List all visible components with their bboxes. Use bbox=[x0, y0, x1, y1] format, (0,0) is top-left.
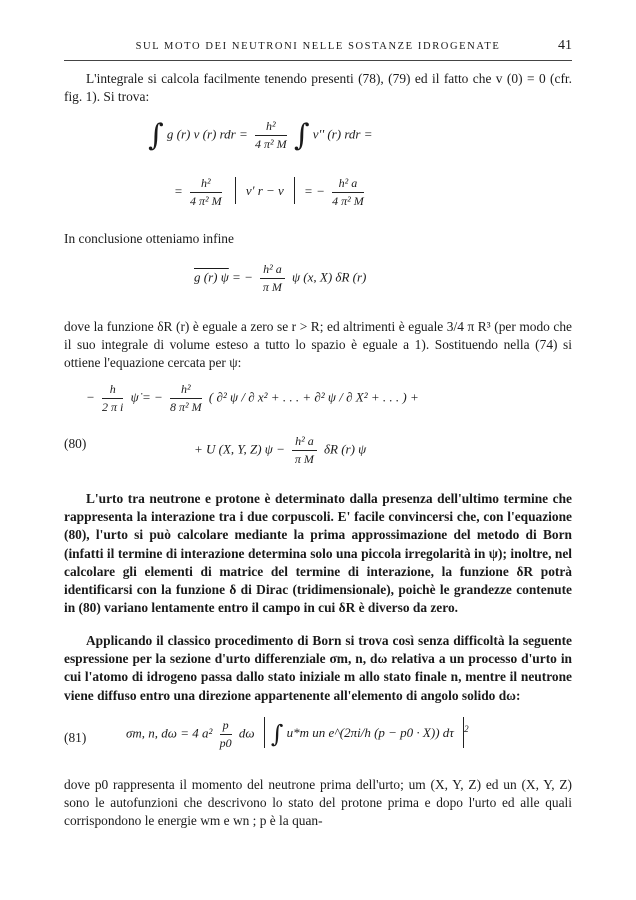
eq81-frac-den: p0 bbox=[219, 736, 232, 750]
eq80-fraction-2 bbox=[170, 382, 202, 415]
eq80-frac1-num: h bbox=[102, 382, 123, 399]
eq81-mid: dω bbox=[238, 725, 255, 741]
eq80-frac3-num: h² a bbox=[292, 434, 317, 451]
paragraph-6: dove p0 rappresenta il momento del neutrone prima dell'urto; um (X, Y, Z) ed un (X, Y, Z) sono le autofunzioni che descrivono lo stato del protone prima e dopo l'urto ed alle quali corrispondono le energie wm e wn ; p è la quan- bbox=[64, 777, 572, 829]
eq80-paren: ( ∂² ψ / ∂ x² + . . . + ∂² ψ / ∂ X² + . . . ) + bbox=[208, 389, 419, 405]
eq-int1-frac-den: 4 π² M bbox=[255, 137, 287, 151]
eq81-lhs: σm, n, dω = 4 a² bbox=[126, 725, 213, 741]
page-number: 41 bbox=[558, 38, 572, 53]
eq81-abs bbox=[264, 717, 464, 748]
integral-sign: ∫ bbox=[293, 118, 310, 153]
eq80-frac1-den: 2 π i bbox=[102, 400, 124, 414]
paragraph-1: L'integrale si calcola facilmente tenendo presenti (78), (79) ed il fatto che v (0) = 0 (cfr. fig. 1). Si trova: bbox=[64, 71, 572, 105]
eq81-power: 2 bbox=[464, 724, 469, 735]
eq81-frac-num: p bbox=[220, 718, 232, 735]
eq80-frac3-den: π M bbox=[294, 452, 314, 466]
eq-int2-lead: = bbox=[174, 183, 183, 199]
equation-result bbox=[64, 258, 572, 308]
eq-result-eq: = − bbox=[232, 269, 253, 285]
paragraph-4: L'urto tra neutrone e protone è determinato dalla presenza dell'ultimo termine che rappresenta la interazione tra i due corpuscoli. E' facile convincersi che, con l'equazione (80), l'urto si può calcolare mediante la prima approssimazione del metodo di Born (infatti il termine di interazione determina solo una piccola irregolarità in ψ); inoltre, nel calcolare gli elementi di matrice del termine di interazione, la funzione δR potrà identificarsi con la funzione δ di Dirac (tridimensionale), poichè le grandezze contenute in (80) variano lentamente entro il campo in cui δR è diverso da zero. bbox=[64, 491, 572, 616]
eq-result-rhs: ψ (x, X) δR (r) bbox=[291, 269, 367, 285]
eq-result-lhs: g (r) ψ bbox=[194, 269, 229, 285]
eq81-fraction bbox=[220, 718, 232, 751]
integral-sign: ∫ bbox=[148, 118, 164, 153]
eq-result-frac-num: h² a bbox=[260, 262, 285, 279]
eq-int1-lhs: g (r) v (r) rdr = bbox=[166, 126, 248, 142]
paragraph-2: In conclusione otteniamo infine bbox=[64, 231, 234, 246]
eq80-lead: − bbox=[86, 389, 95, 405]
eq-int2-mid: = − bbox=[304, 183, 325, 199]
eq-int2-frac2-den: 4 π² M bbox=[332, 194, 364, 208]
eq81-number: (81) bbox=[64, 730, 87, 745]
eq80-line2-end: δR (r) ψ bbox=[323, 441, 367, 457]
eq-int2-frac1-den: 4 π² M bbox=[190, 194, 222, 208]
eq-int1-fraction bbox=[255, 119, 287, 152]
eq-int2-fraction-1 bbox=[190, 176, 222, 209]
eq-result-fraction bbox=[260, 262, 285, 295]
integral-sign: ∫ bbox=[270, 720, 284, 749]
eq-int2-frac2-num: h² a bbox=[332, 176, 364, 193]
eq-int2-frac1-num: h² bbox=[190, 176, 222, 193]
eq80-line2: + U (X, Y, Z) ψ − bbox=[194, 441, 285, 457]
eq80-fraction-3 bbox=[292, 434, 317, 467]
eq-int1-frac-num: h² bbox=[255, 119, 287, 136]
running-head: SUL MOTO DEI NEUTRONI NELLE SOSTANZE IDROGENATE bbox=[135, 41, 501, 52]
equation-integral-1 bbox=[64, 114, 572, 166]
eq80-mid: ψ̇ = − bbox=[130, 389, 163, 405]
eq80-frac2-den: 8 π² M bbox=[170, 400, 202, 414]
eq80-frac2-num: h² bbox=[170, 382, 202, 399]
eq-int2-bracket: v' r − v bbox=[235, 177, 295, 204]
equation-integral-2 bbox=[64, 172, 572, 222]
equation-80 bbox=[64, 378, 572, 478]
header-rule bbox=[64, 60, 572, 61]
eq-int1-rhs: v'' (r) rdr = bbox=[312, 126, 373, 142]
paragraph-5: Applicando il classico procedimento di Born si trova così senza difficoltà la seguente espressione per la sezione d'urto differenziale σm, n, dω relativa a un processo d'urto in cui l'atomo di idrogeno passa dallo stato iniziale m allo stato finale n, mentre il neutrone viene diffuso entro una direzione appartenente all'elemento di angolo solido dω: bbox=[64, 633, 572, 703]
equation-81 bbox=[64, 714, 572, 766]
eq80-fraction-1 bbox=[102, 382, 123, 415]
paragraph-3: dove la funzione δR (r) è eguale a zero se r > R; ed altrimenti è eguale 3/4 π R³ (per modo che il suo integrale di volume esteso a tutto lo spazio è eguale a 1). Sostituendo nella (74) si ottiene l'equazione cercata per ψ: bbox=[64, 319, 572, 371]
eq80-number: (80) bbox=[64, 436, 87, 451]
eq-int2-fraction-2 bbox=[332, 176, 364, 209]
eq-result-frac-den: π M bbox=[262, 280, 282, 294]
eq81-integrand: u*m un e^(2πi/h (p − p0 · X)) dτ bbox=[286, 725, 454, 741]
page-header bbox=[64, 38, 572, 58]
